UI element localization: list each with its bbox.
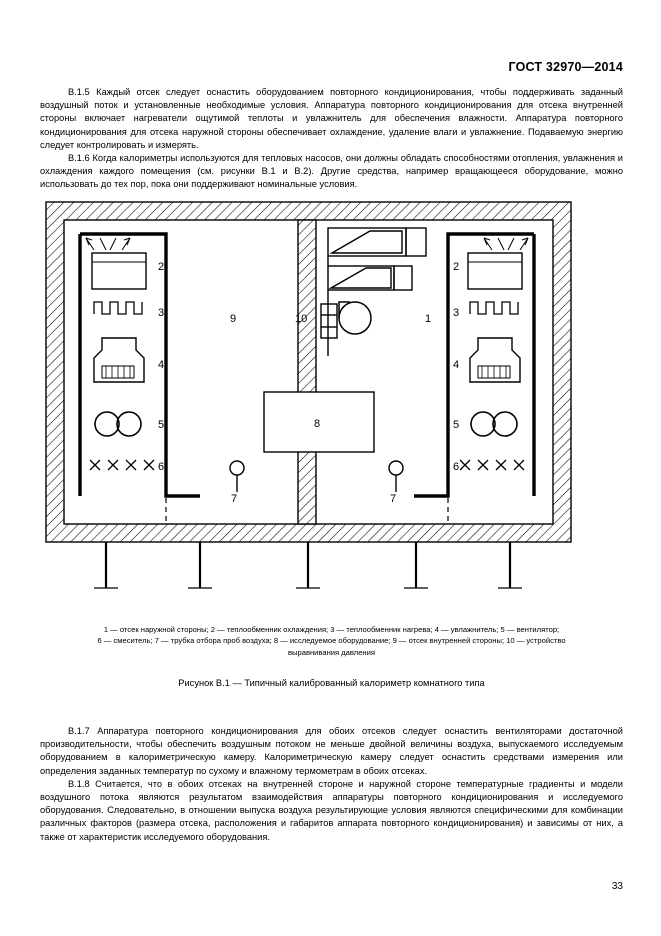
figure-drawing <box>40 196 623 596</box>
label-9: 9 <box>230 313 237 325</box>
label-6-left: 6 <box>158 461 165 473</box>
legend-line-2: 6 — смеситель; 7 — трубка отбора проб воздуха; 8 — исследуемое оборудование; 9 — отсек внутренней стороны; 10 — устройство <box>97 636 566 646</box>
label-7-left: 7 <box>231 493 238 505</box>
paragraph-b16: В.1.6 Когда калориметры используются для тепловых насосов, они должны обладать способностями отопления, увлажнения и охлаждения каждого помещения (см. рисунки В.1 и В.2). Другие средства, например вращающееся оборудование, можно использовать до тех пор, пока они поддерживают номинальные условия. <box>40 152 623 190</box>
label-6-right: 6 <box>453 461 460 473</box>
figure-title: Рисунок В.1 — Типичный калиброванный калориметр комнатного типа <box>178 678 485 688</box>
paragraph-b18: В.1.8 Считается, что в обоих отсеках на внутренней стороне и наружной стороне температурные градиенты и модели воздушного потока являются результатом взаимодействия аппаратуры повторного кондиционирования и исследуемого оборудования. Следовательно, в отношении выпуска воздуха результирующие условия являются специфическими для комбинации различных факторов (размера отсека, расположения и габаритов аппарата повторного кондиционирования) и зависимы от них, а также от характеристик исследуемого оборудования. <box>40 778 623 842</box>
figure-legend <box>40 624 623 658</box>
chamber-legs <box>106 542 510 588</box>
chamber-divider-wall <box>298 220 316 524</box>
label-4-left: 4 <box>158 359 165 371</box>
after-text-block <box>40 725 623 844</box>
label-5-right: 5 <box>453 419 460 431</box>
label-1: 1 <box>425 313 432 325</box>
label-2-right: 2 <box>453 261 460 273</box>
page-number: 33 <box>611 881 623 892</box>
label-8: 8 <box>314 418 321 430</box>
paragraph-b17: В.1.7 Аппаратура повторного кондиционирования для обоих отсеков следует оснастить вентиляторами достаточной производительности, чтобы обеспечить воздушным потоком не меньше двойной величины воздуха, выпускаемого исследуемым оборудованием в калориметрическую камеру. Калориметрическую камеру следует оснастить средствами измерения или определения заданных температур по сухому и влажному термометрам в обоих отсеках. <box>40 726 623 776</box>
intro-text-block <box>40 86 623 192</box>
legend-line-1: 1 — отсек наружной стороны; 2 — теплообменник охлаждения; 3 — теплообменник нагрева; 4 — увлажнитель; 5 — вентилятор; <box>103 625 560 634</box>
calorimeter-diagram <box>40 196 623 596</box>
label-3-left: 3 <box>158 307 165 319</box>
legend-line-3: выравнивания давления <box>288 647 375 657</box>
label-3-right: 3 <box>453 307 460 319</box>
label-5-left: 5 <box>158 419 165 431</box>
label-4-right: 4 <box>453 359 460 371</box>
label-7-right: 7 <box>390 493 397 505</box>
label-10: 10 <box>295 313 308 325</box>
figure-b1 <box>40 196 623 596</box>
label-2-left: 2 <box>158 261 165 273</box>
paragraph-b15: В.1.5 Каждый отсек следует оснастить оборудованием повторного кондиционирования, чтобы поддерживать заданный воздушный поток и установленные необходимые условия. Аппаратура повторного кондиционирования для отсека внутренней стороны включает нагреватели ощутимой теплоты и увлажнитель для обеспечения влажности. Аппаратура повторного кондиционирования для отсека наружной стороны обеспечивает охлаждение, удаление влаги и увлажнение. Подаваемую энергию следует контролировать и измерять. <box>40 87 623 150</box>
standard-designation: ГОСТ 32970—2014 <box>508 60 623 74</box>
